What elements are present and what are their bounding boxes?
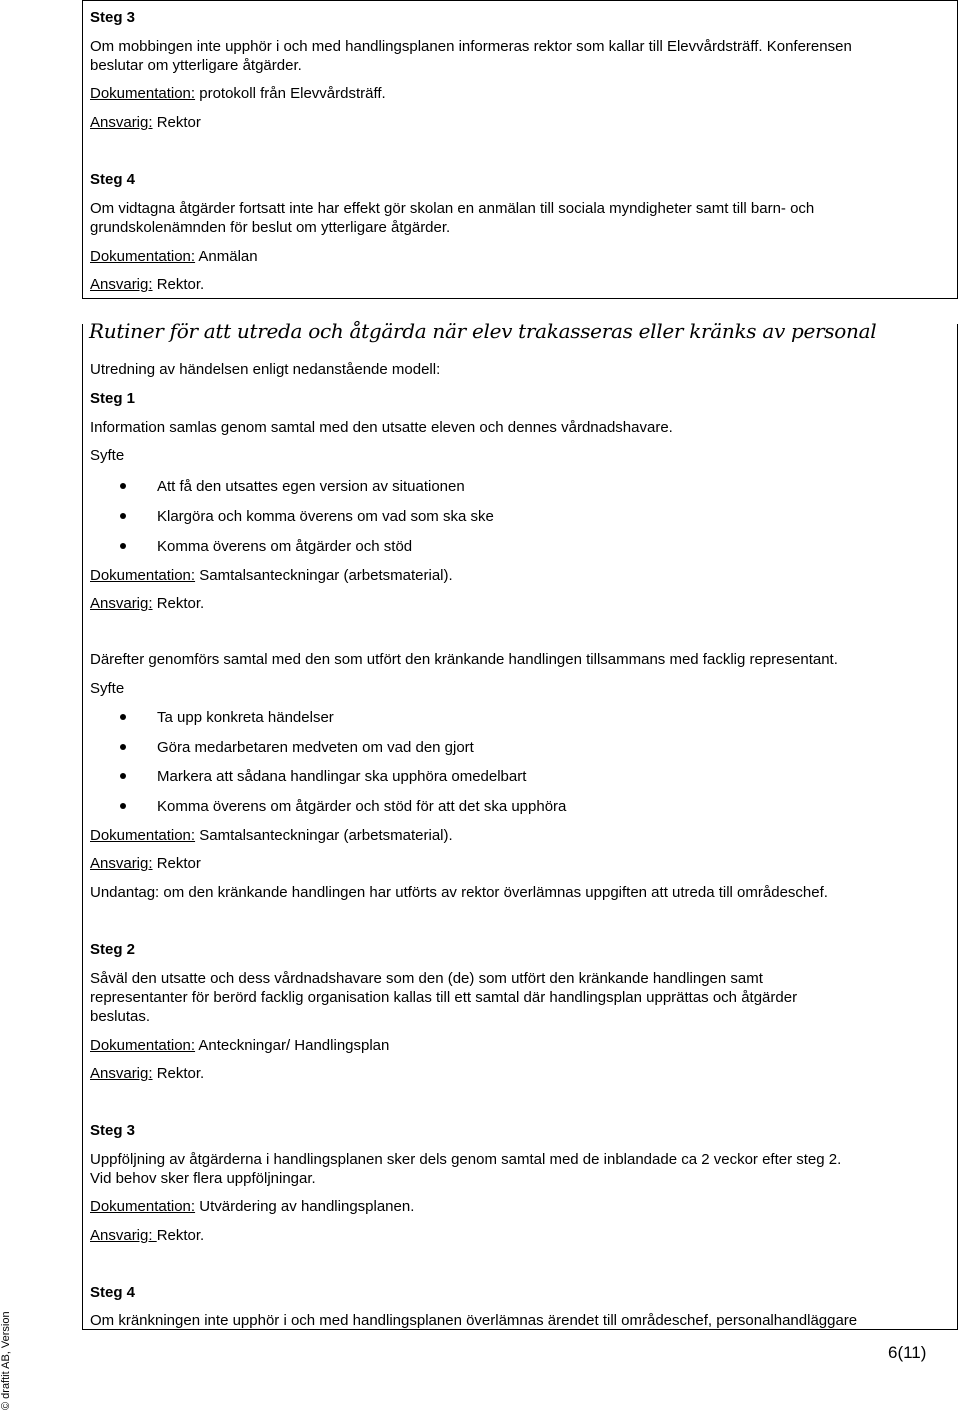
- syfte-1-item: Klargöra och komma överens om vad som ska ske: [157, 508, 494, 525]
- documentation-value: Samtalsanteckningar (arbetsmaterial).: [195, 827, 453, 844]
- section-heading: Rutiner för att utreda och åtgärda när elev trakasseras eller kränks av personal: [89, 319, 877, 343]
- responsible-value: Rektor.: [152, 1065, 205, 1082]
- responsible-value: Rektor.: [152, 595, 205, 612]
- syfte-2-item: Ta upp konkreta händelser: [157, 709, 334, 726]
- responsible-4: [90, 1226, 204, 1245]
- step-3-title: Steg 3: [90, 1122, 136, 1139]
- documentation-label: Dokumentation:: [90, 827, 196, 844]
- responsible-label: Ansvarig:: [90, 595, 153, 612]
- bullet-icon: [120, 483, 126, 489]
- documentation-value: Anteckningar/ Handlingsplan: [195, 1037, 390, 1054]
- responsible-label: Ansvarig:: [90, 1065, 153, 1082]
- step-3-documentation: [90, 84, 386, 103]
- bullet-icon: [120, 543, 126, 549]
- syfte-2-item: Markera att sådana handlingar ska upphöra omedelbart: [157, 768, 527, 785]
- documentation-3: [90, 1036, 389, 1055]
- step-2-title: Steg 2: [90, 941, 136, 958]
- bullet-icon: [120, 803, 126, 809]
- documentation-2: [90, 826, 453, 845]
- steps-box-bottom: [82, 319, 958, 1330]
- documentation-1: [90, 566, 453, 585]
- syfte-2-item: Komma överens om åtgärder och stöd för att det ska upphöra: [157, 798, 567, 815]
- documentation-value: Anmälan: [195, 248, 258, 265]
- bullet-icon: [120, 513, 126, 519]
- documentation-value: Samtalsanteckningar (arbetsmaterial).: [195, 567, 453, 584]
- responsible-value: Rektor.: [152, 276, 205, 293]
- documentation-label: Dokumentation:: [90, 248, 196, 265]
- responsible-label: Ansvarig:: [90, 276, 153, 293]
- step-3-text-line-2: beslutar om ytterligare åtgärder.: [90, 57, 302, 74]
- responsible-1: [90, 594, 204, 613]
- responsible-value: Rektor: [152, 114, 201, 131]
- documentation-label: Dokumentation:: [90, 85, 196, 102]
- documentation-label: Dokumentation:: [90, 1198, 196, 1215]
- intro-text: Utredning av händelsen enligt nedanstående modell:: [90, 361, 441, 378]
- step-2-text-line-3: beslutas.: [90, 1008, 151, 1025]
- step-3-text-line-1: Om mobbingen inte upphör i och med handlingsplanen informeras rektor som kallar till Elevvårdsträff. Konferensen: [90, 38, 852, 55]
- responsible-label: Ansvarig:: [90, 114, 153, 131]
- responsible-2: [90, 854, 201, 873]
- darefter-text: Därefter genomförs samtal med den som utfört den kränkande handlingen tillsammans med facklig representant.: [90, 651, 838, 668]
- undantag-text: Undantag: om den kränkande handlingen har utförts av rektor överlämnas uppgiften att utreda till områdeschef.: [90, 884, 828, 901]
- step-1-title: Steg 1: [90, 390, 136, 407]
- documentation-label: Dokumentation:: [90, 1037, 196, 1054]
- step-3-responsible: [90, 113, 201, 132]
- step-2-text-line-2: representanter för berörd facklig organisation kallas till ett samtal där handlingsplan upprättas och åtgärder: [90, 989, 798, 1006]
- responsible-label: Ansvarig:: [90, 855, 153, 872]
- step-4-text-line-2: grundskolenämnden för beslut om ytterligare åtgärder.: [90, 219, 451, 236]
- copyright-sidebar: © draftit AB, Version: [0, 1311, 12, 1410]
- step-4-text-line-1: Om vidtagna åtgärder fortsatt inte har effekt gör skolan en anmälan till sociala myndigheter samt till barn- och: [90, 200, 815, 217]
- syfte-1-label: Syfte: [90, 447, 125, 464]
- page-number: 6(11): [888, 1343, 927, 1362]
- syfte-2-item: Göra medarbetaren medveten om vad den gjort: [157, 739, 474, 756]
- syfte-1-item: Komma överens om åtgärder och stöd: [157, 538, 413, 555]
- step-4-title: Steg 4: [90, 1284, 136, 1301]
- bullet-icon: [120, 773, 126, 779]
- syfte-2-label: Syfte: [90, 680, 125, 697]
- step-4-text-line-1: Om kränkningen inte upphör i och med handlingsplanen överlämnas ärendet till områdeschef, personalhandläggare: [90, 1312, 858, 1329]
- documentation-label: Dokumentation:: [90, 567, 196, 584]
- step-4-title: Steg 4: [90, 171, 136, 188]
- steps-box-top: [82, 0, 958, 299]
- documentation-value: Utvärdering av handlingsplanen.: [195, 1198, 415, 1215]
- documentation-value: protokoll från Elevvårdsträff.: [195, 85, 386, 102]
- step-4-responsible: [90, 275, 204, 294]
- step-4-documentation: [90, 247, 258, 266]
- step-3-title: Steg 3: [90, 9, 136, 26]
- step-3-text-line-2: Vid behov sker flera uppföljningar.: [90, 1170, 316, 1187]
- bullet-icon: [120, 714, 126, 720]
- responsible-3: [90, 1064, 204, 1083]
- bullet-icon: [120, 744, 126, 750]
- responsible-label: Ansvarig:: [90, 1227, 157, 1244]
- step-1-text: Information samlas genom samtal med den utsatte eleven och dennes vårdnadshavare.: [90, 419, 673, 436]
- step-2-text-line-1: Såväl den utsatte och dess vårdnadshavare som den (de) som utfört den kränkande handlingen samt: [90, 970, 763, 987]
- responsible-value: Rektor: [152, 855, 201, 872]
- responsible-value: Rektor.: [156, 1227, 205, 1244]
- step-3-text-line-1: Uppföljning av åtgärderna i handlingsplanen sker dels genom samtal med de inblandade ca 2 veckor efter steg 2.: [90, 1151, 842, 1168]
- documentation-4: [90, 1197, 414, 1216]
- syfte-1-item: Att få den utsattes egen version av situationen: [157, 478, 465, 495]
